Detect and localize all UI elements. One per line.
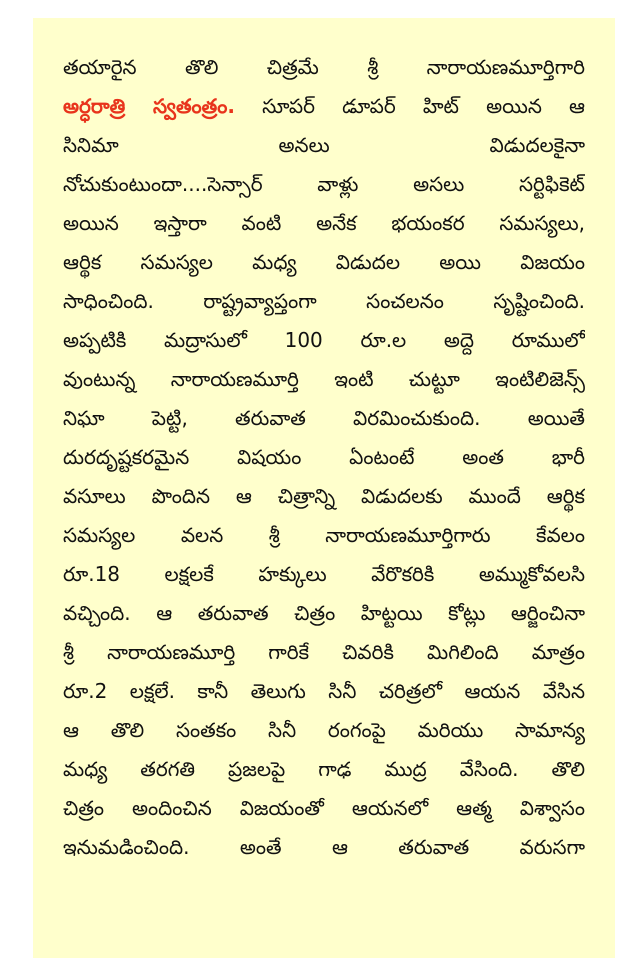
text-line-9: వుంటున్న నారాయణమూర్తి ఇంటి చుట్టూ ఇంటిలిజెన్స్: [63, 367, 585, 391]
text-line-8: అప్పటికి మద్రాసులో 100 రూ.ల అద్దె రూములో: [63, 328, 585, 352]
document-page: [33, 18, 615, 958]
text-line-13: సమస్యల వలన శ్రీ నారాయణమూర్తిగారు కేవలం: [63, 523, 585, 547]
text-line-19: మధ్య తరగతి ప్రజలపై గాఢ ముద్ర వేసింది. తొలి: [63, 757, 585, 781]
text-line-2: [63, 87, 585, 126]
text-line-3: సినిమా అనలు విడుదలకైనా: [63, 133, 585, 157]
text-line-2-rest: సూపర్ డూపర్ హిట్ అయిన ఆ: [262, 94, 585, 118]
film-title-highlight: అర్ధరాత్రి స్వతంత్రం.: [63, 94, 235, 118]
text-line-20: చిత్రం అందించిన విజయంతో ఆయనలో ఆత్మ విశ్వాసం: [63, 796, 585, 820]
text-line-16: శ్రీ నారాయణమూర్తి గారికే చివరికి మిగిలింది మాత్రం: [63, 640, 585, 664]
text-line-5: అయిన ఇస్తారా వంటి అనేక భయంకర సమస్యలు,: [63, 211, 585, 235]
text-line-14: రూ.18 లక్షలకే హక్కులు వేరొకరికి అమ్ముకోవలసి: [63, 562, 585, 586]
text-line-18: ఆ తొలి సంతకం సినీ రంగంపై మరియు సామాన్య: [63, 718, 585, 742]
text-line-7: సాధించింది. రాష్ట్రవ్యాప్తంగా సంచలనం సృష్టించింది.: [63, 289, 585, 313]
text-line-17: రూ.2 లక్షలే. కానీ తెలుగు సినీ చరిత్రలో ఆయన వేసిన: [63, 679, 585, 703]
text-line-15: వచ్చింది. ఆ తరువాత చిత్రం హిట్టయి కోట్లు ఆర్జించినా: [63, 601, 585, 625]
text-line-1: తయారైన తొలి చిత్రమే శ్రీ నారాయణమూర్తిగారి: [63, 55, 585, 79]
text-line-10: నిఘా పెట్టి, తరువాత విరమించుకుంది. అయితే: [63, 406, 585, 430]
text-line-21: ఇనుమడించింది. అంతే ఆ తరువాత వరుసగా: [63, 835, 585, 859]
text-line-4: నోచుకుంటుందా....సెన్సార్ వాళ్లు అసలు సర్టిఫికెట్: [63, 172, 585, 196]
text-line-6: ఆర్థిక సమస్యల మధ్య విడుదల అయి విజయం: [63, 250, 585, 274]
text-line-12: వసూలు పొందిన ఆ చిత్రాన్ని విడుదలకు ముందే ఆర్థిక: [63, 484, 585, 508]
text-line-11: దురదృష్టకరమైన విషయం ఏంటంటే అంత భారీ: [63, 445, 585, 469]
body-text: [63, 48, 585, 867]
